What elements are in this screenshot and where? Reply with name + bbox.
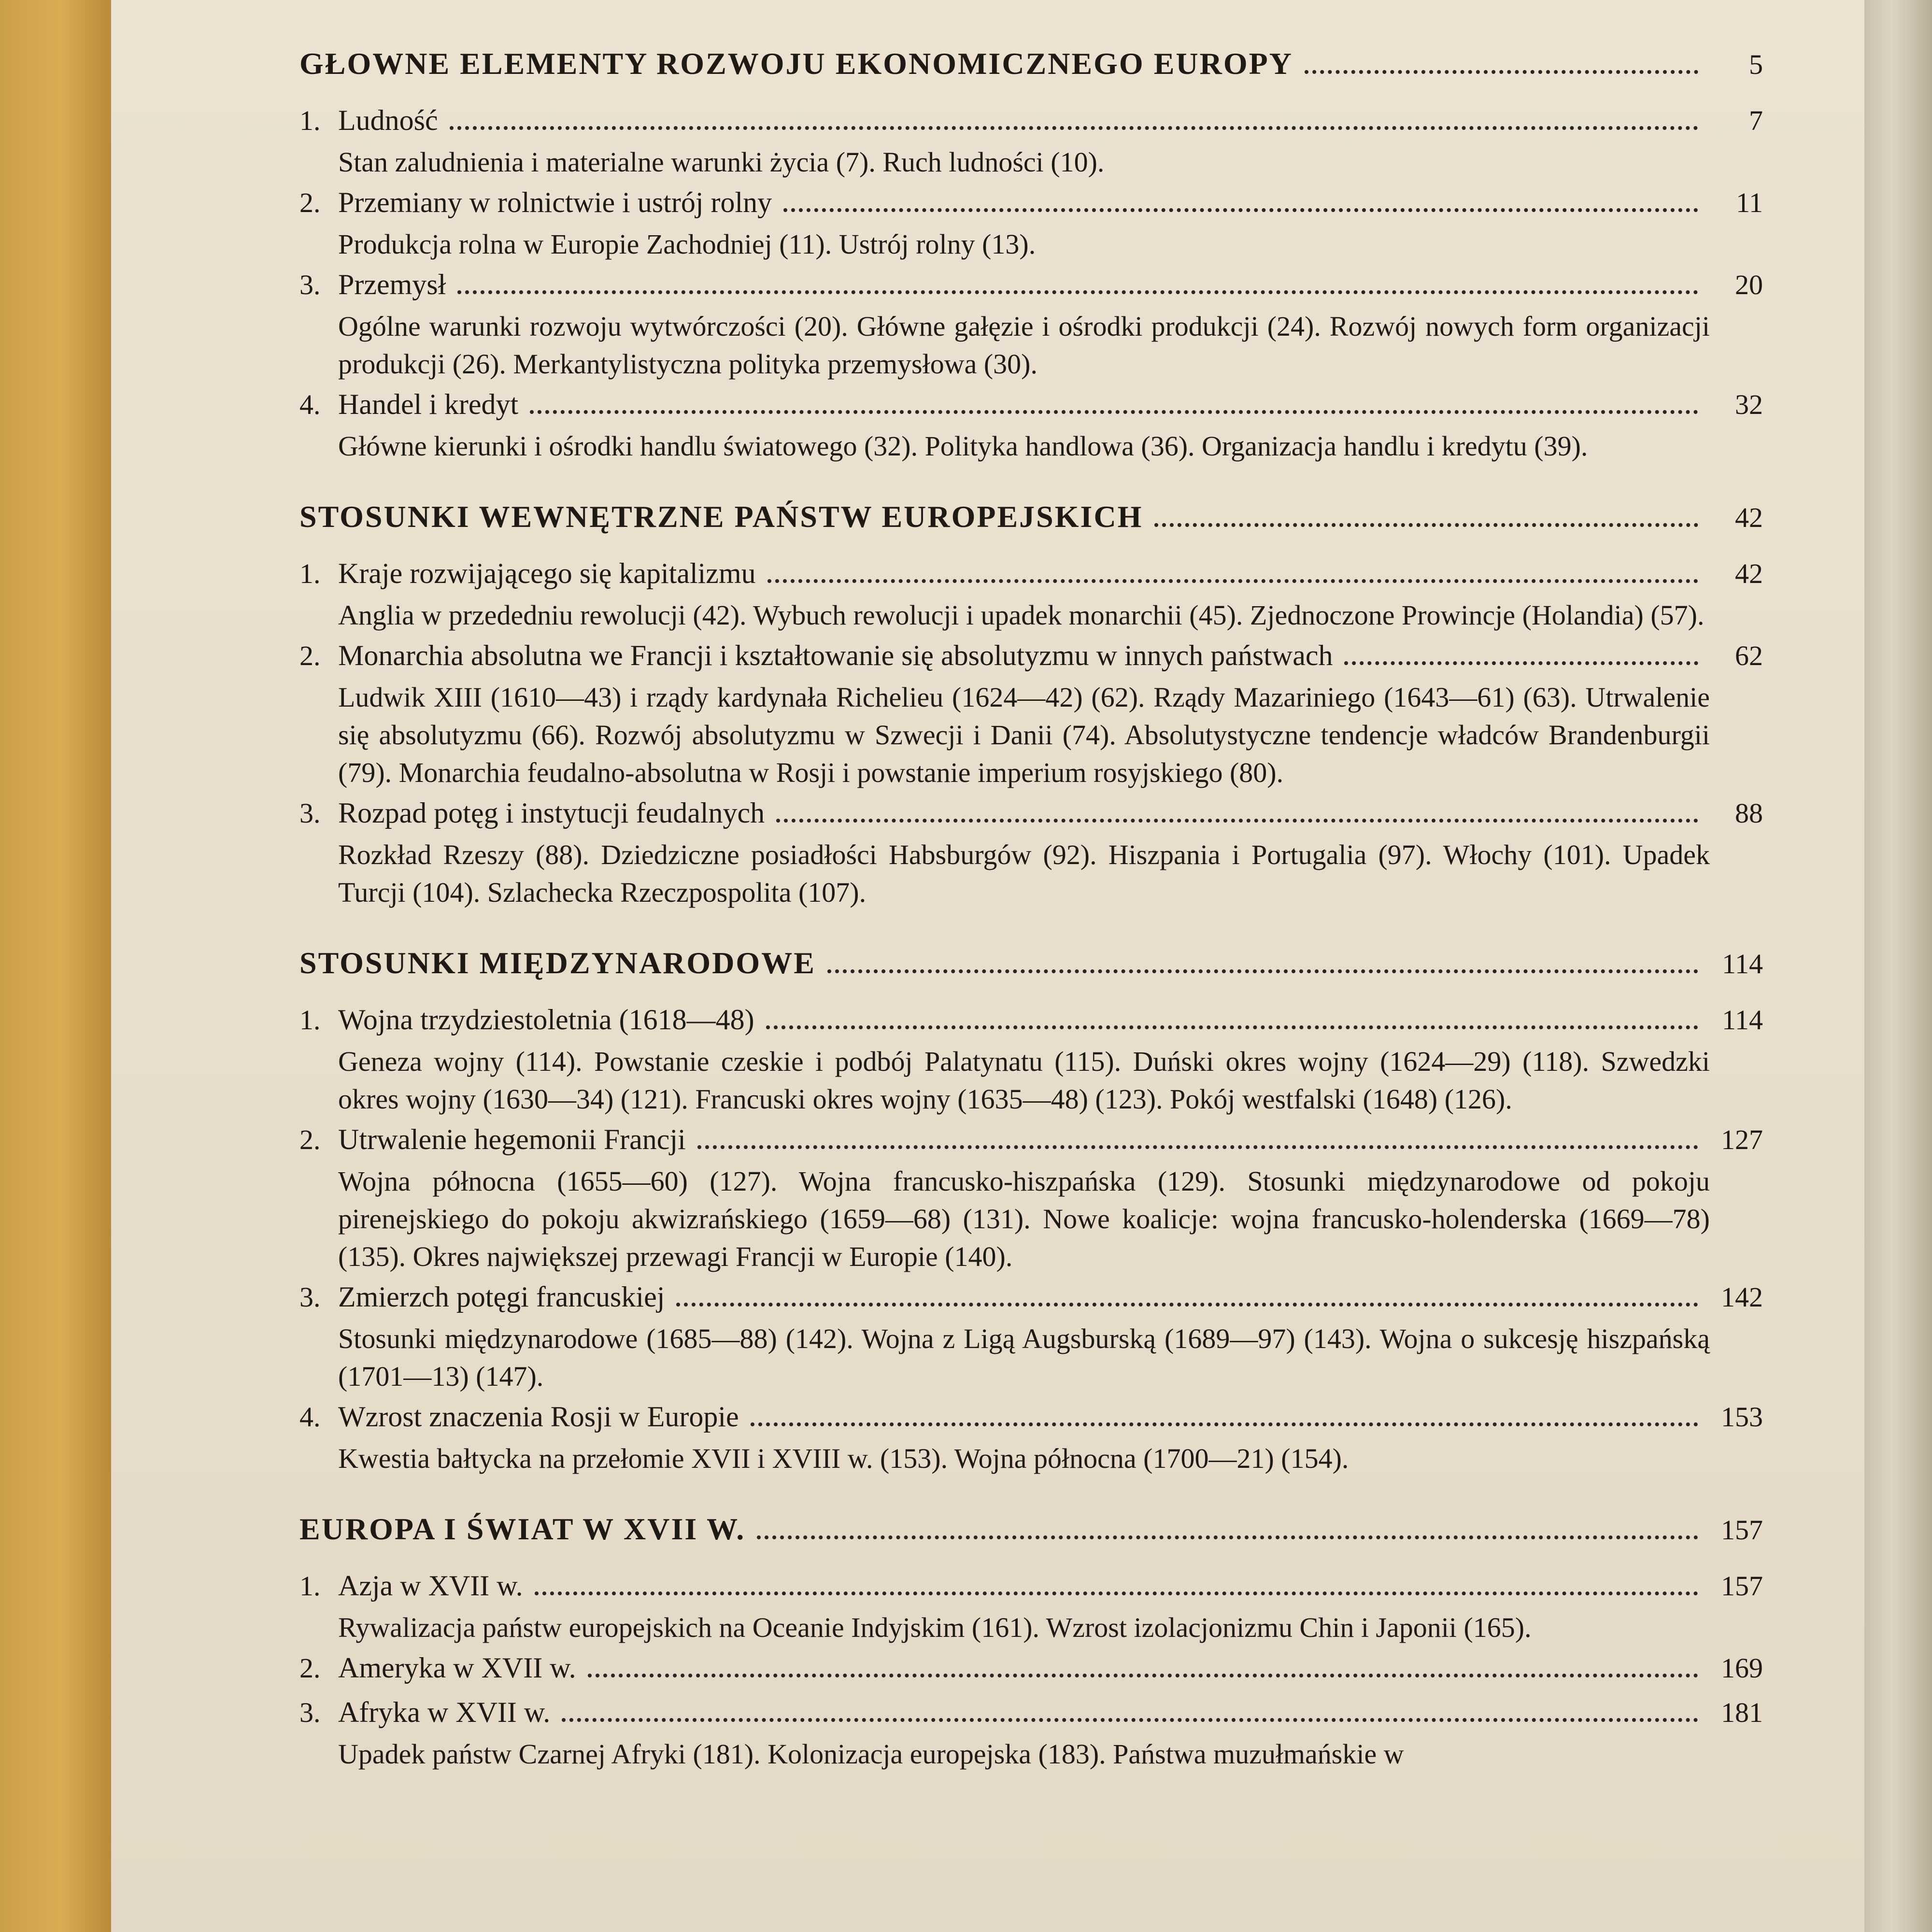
- entry-subtopics: Kwestia bałtycka na przełomie XVII i XVIII w. (153). Wojna północna (1700—21) (154).: [338, 1443, 1349, 1474]
- entry-title: Zmierzch potęgi francuskiej: [338, 1281, 665, 1313]
- toc-entry: [299, 1569, 1763, 1647]
- entry-title: Wzrost znaczenia Rosji w Europie: [338, 1401, 739, 1433]
- section-heading: [299, 499, 1763, 552]
- entry-subtopics: Anglia w przededniu rewolucji (42). Wybuch rewolucji i upadek monarchii (45). Zjednoczone Prowincje (Holandia) (57).: [338, 599, 1705, 631]
- entry-title: Monarchia absolutna we Francji i kształtowanie się absolutyzmu w innych państwach: [338, 639, 1333, 671]
- entry-heading: [299, 1123, 1763, 1163]
- dot-leader: [1305, 70, 1698, 74]
- entry-heading: [299, 186, 1763, 226]
- entry-number: 3.: [299, 797, 321, 829]
- entry-heading: [299, 268, 1763, 308]
- dot-leader: [757, 1535, 1698, 1539]
- entry-number: 3.: [299, 1281, 321, 1313]
- entry-heading: [299, 1280, 1763, 1320]
- entry-title: Ameryka w XVII w.: [338, 1652, 576, 1684]
- entry-page-number: 7: [1749, 105, 1763, 136]
- entry-number: 4.: [299, 389, 321, 420]
- entry-heading: [299, 1003, 1763, 1043]
- table-of-contents: [299, 46, 1763, 1807]
- dot-leader: [783, 208, 1698, 212]
- book-page: [111, 0, 1864, 1932]
- toc-section: [299, 945, 1763, 1477]
- dot-leader: [751, 1422, 1698, 1426]
- entry-title: Rozpad potęg i instytucji feudalnych: [338, 797, 765, 829]
- section-page-number: 114: [1722, 948, 1763, 980]
- entry-heading: [299, 1651, 1763, 1691]
- dot-leader: [697, 1145, 1698, 1149]
- entry-number: 4.: [299, 1401, 321, 1433]
- entry-number: 1.: [299, 105, 321, 136]
- entry-heading: [299, 104, 1763, 143]
- entry-subtopics: Produkcja rolna w Europie Zachodniej (11). Ustrój rolny (13).: [338, 228, 1036, 260]
- toc-entry: [299, 1400, 1763, 1477]
- toc-entry: [299, 1280, 1763, 1395]
- section-page-number: 42: [1735, 502, 1763, 533]
- entry-title: Przemysł: [338, 269, 446, 300]
- toc-entry: [299, 1003, 1763, 1118]
- entry-number: 1.: [299, 1004, 321, 1036]
- next-page-edge: [1864, 0, 1932, 1932]
- entry-title: Afryka w XVII w.: [338, 1696, 551, 1728]
- dot-leader: [562, 1718, 1698, 1722]
- entry-heading: [299, 557, 1763, 597]
- section-title: STOSUNKI WEWNĘTRZNE PAŃSTW EUROPEJSKICH: [299, 499, 1143, 534]
- entry-page-number: 169: [1721, 1652, 1763, 1684]
- entry-page-number: 42: [1735, 558, 1763, 589]
- dot-leader: [530, 410, 1698, 414]
- dot-leader: [827, 969, 1698, 973]
- entry-page-number: 62: [1735, 640, 1763, 671]
- toc-entry: [299, 104, 1763, 181]
- entry-heading: [299, 796, 1763, 836]
- entry-title: Wojna trzydziestoletnia (1618—48): [338, 1004, 754, 1036]
- section-title: STOSUNKI MIĘDZYNARODOWE: [299, 946, 816, 980]
- toc-entry: [299, 796, 1763, 911]
- entry-subtopics: Upadek państw Czarnej Afryki (181). Kolonizacja europejska (183). Państwa muzułmańskie w: [338, 1738, 1404, 1770]
- dot-leader: [457, 290, 1698, 294]
- section-heading: [299, 1511, 1763, 1564]
- entry-page-number: 88: [1735, 797, 1763, 829]
- entry-heading: [299, 1569, 1763, 1609]
- dot-leader: [1344, 661, 1698, 665]
- toc-section: [299, 46, 1763, 465]
- entry-subtopics: Główne kierunki i ośrodki handlu światowego (32). Polityka handlowa (36). Organizacja handlu i kredytu (39).: [338, 430, 1588, 462]
- entry-title: Kraje rozwijającego się kapitalizmu: [338, 557, 756, 589]
- entry-subtopics: Ogólne warunki rozwoju wytwórczości (20). Główne gałęzie i ośrodki produkcji (24). Rozwój nowych form organizacji produkcji (26). Merkantylistyczna polityka przemysłowa (30).: [338, 311, 1710, 380]
- entry-title: Przemiany w rolnictwie i ustrój rolny: [338, 186, 772, 218]
- entry-title: Utrwalenie hegemonii Francji: [338, 1123, 686, 1155]
- section-title: GŁOWNE ELEMENTY ROZWOJU EKONOMICZNEGO EUROPY: [299, 46, 1293, 81]
- entry-page-number: 157: [1721, 1570, 1763, 1602]
- section-title: EUROPA I ŚWIAT W XVII W.: [299, 1512, 746, 1546]
- toc-entry: [299, 1696, 1763, 1773]
- entry-subtopics: Rozkład Rzeszy (88). Dziedziczne posiadłości Habsburgów (92). Hiszpania i Portugalia (97). Włochy (101). Upadek Turcji (104). Szlachecka Rzeczpospolita (107).: [338, 839, 1710, 908]
- entry-heading: [299, 388, 1763, 427]
- entry-number: 1.: [299, 1570, 321, 1602]
- toc-section: [299, 1511, 1763, 1773]
- dot-leader: [676, 1303, 1698, 1307]
- entry-heading: [299, 1400, 1763, 1440]
- entry-subtopics: Stosunki międzynarodowe (1685—88) (142). Wojna z Ligą Augsburską (1689—97) (143). Wojna o sukcesję hiszpańską (1701—13) (147).: [338, 1323, 1710, 1392]
- entry-page-number: 20: [1735, 269, 1763, 300]
- dot-leader: [450, 126, 1698, 130]
- entry-page-number: 114: [1722, 1004, 1763, 1036]
- entry-subtopics: Wojna północna (1655—60) (127). Wojna francusko-hiszpańska (129). Stosunki międzynarodowe od pokoju pirenejskiego do pokoju akwizrańskiego (1659—68) (131). Nowe koalicje: wojna francusko-holenderska (1669—78) (135). Okres największej przewagi Francji w Europie (140).: [338, 1165, 1710, 1272]
- book-cover-edge: [0, 0, 111, 1932]
- section-page-number: 5: [1749, 49, 1763, 80]
- entry-page-number: 142: [1721, 1281, 1763, 1313]
- entry-number: 2.: [299, 187, 321, 218]
- entry-page-number: 153: [1721, 1401, 1763, 1433]
- section-heading: [299, 945, 1763, 998]
- entry-page-number: 32: [1735, 389, 1763, 420]
- toc-entry: [299, 1651, 1763, 1691]
- entry-number: 3.: [299, 1697, 321, 1728]
- entry-title: Handel i kredyt: [338, 388, 519, 420]
- toc-entry: [299, 388, 1763, 465]
- entry-subtopics: Geneza wojny (114). Powstanie czeskie i podbój Palatynatu (115). Duński okres wojny (1624—29) (118). Szwedzki okres wojny (1630—34) (121). Francuski okres wojny (1635—48) (123). Pokój westfalski (1648) (126).: [338, 1046, 1710, 1115]
- toc-section: [299, 499, 1763, 911]
- entry-page-number: 181: [1721, 1697, 1763, 1728]
- dot-leader: [766, 1025, 1698, 1029]
- entry-number: 2.: [299, 1652, 321, 1684]
- dot-leader: [588, 1674, 1698, 1677]
- toc-entry: [299, 557, 1763, 634]
- toc-entry: [299, 268, 1763, 383]
- section-page-number: 157: [1721, 1514, 1763, 1546]
- entry-heading: [299, 639, 1763, 679]
- entry-page-number: 11: [1736, 187, 1763, 218]
- entry-page-number: 127: [1721, 1124, 1763, 1155]
- section-heading: [299, 46, 1763, 99]
- entry-title: Azja w XVII w.: [338, 1570, 523, 1602]
- entry-number: 3.: [299, 269, 321, 300]
- entry-title: Ludność: [338, 104, 438, 136]
- entry-number: 2.: [299, 640, 321, 671]
- toc-entry: [299, 186, 1763, 263]
- dot-leader: [535, 1591, 1698, 1595]
- dot-leader: [1154, 523, 1698, 527]
- entry-subtopics: Stan zaludnienia i materialne warunki życia (7). Ruch ludności (10).: [338, 146, 1105, 178]
- toc-entry: [299, 1123, 1763, 1276]
- entry-number: 2.: [299, 1124, 321, 1155]
- entry-subtopics: Ludwik XIII (1610—43) i rządy kardynała Richelieu (1624—42) (62). Rządy Mazariniego (1643—61) (63). Utrwalenie się absolutyzmu (66). Rozwój absolutyzmu w Szwecji i Danii (74). Absolutystyczne tendencje władców Brandenburgii (79). Monarchia feudalno-absolutna w Rosji i powstanie imperium rosyjskiego (80).: [338, 682, 1710, 788]
- entry-subtopics: Rywalizacja państw europejskich na Oceanie Indyjskim (161). Wzrost izolacjonizmu Chin i Japonii (165).: [338, 1612, 1532, 1643]
- entry-heading: [299, 1696, 1763, 1735]
- entry-number: 1.: [299, 558, 321, 589]
- dot-leader: [767, 579, 1698, 583]
- dot-leader: [776, 819, 1698, 823]
- toc-entry: [299, 639, 1763, 792]
